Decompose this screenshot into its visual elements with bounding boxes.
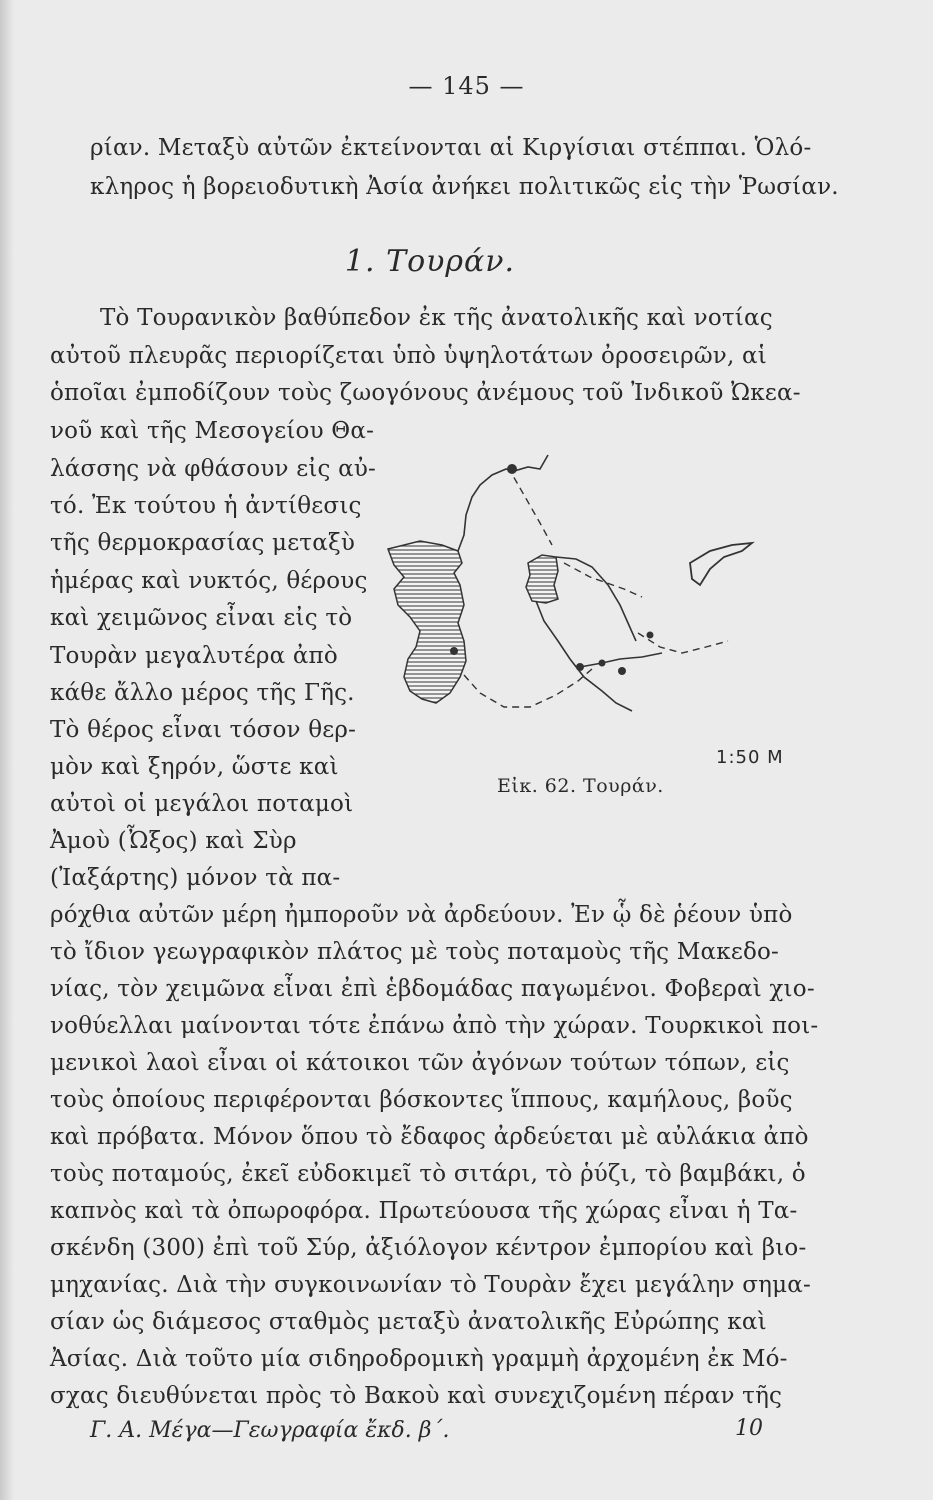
text-line: Ἀσίας. Διὰ τοῦτο μία σιδηροδρομικὴ γραμμὴ ἀρχομένη ἐκ Μό- bbox=[50, 1346, 788, 1372]
text-line: Τὸ θέρος εἶναι τόσον θερ- bbox=[50, 717, 357, 743]
text-line: τοὺς ποταμούς, ἐκεῖ εὐδοκιμεῖ τὸ σιτάρι, τὸ ῥύζι, τὸ βαμβάκι, ὁ bbox=[50, 1161, 806, 1187]
text-line: τοὺς ὁποίους περιφέρονται βόσκοντες ἵππους, καμήλους, βοῦς bbox=[50, 1087, 793, 1113]
text-line: σκένδη (300) ἐπὶ τοῦ Σύρ, ἀξιόλογον κέντρον ἐμπορίου καὶ βιο- bbox=[50, 1235, 807, 1261]
figure-caption: Εἰκ. 62. Τουράν. bbox=[497, 775, 664, 797]
text-line: ρίαν. Μεταξὺ αὐτῶν ἐκτείνονται αἱ Κιργίσιαι στέππαι. Ὁλό- bbox=[90, 135, 812, 161]
text-line: τό. Ἐκ τούτου ἡ ἀντίθεσις bbox=[50, 493, 362, 519]
map-scale-label: 1:50 M bbox=[716, 747, 784, 768]
text-line: μηχανίας. Διὰ τὴν συγκοινωνίαν τὸ Τουρὰν ἔχει μεγάλην σημα- bbox=[50, 1272, 811, 1298]
page-number: — 145 — bbox=[408, 72, 525, 100]
text-line: νίας, τὸν χειμῶνα εἶναι ἐπὶ ἑβδομάδας παγωμένοι. Φοβεραὶ χιο- bbox=[50, 976, 815, 1002]
text-line: Τὸ Τουρανικὸν βαθύπεδον ἐκ τῆς ἀνατολικῆς καὶ νοτίας bbox=[100, 305, 773, 331]
city-dot bbox=[576, 663, 584, 671]
footer-signature: Γ. Α. Μέγα—Γεωγραφία ἔκδ. β΄. bbox=[90, 1418, 450, 1443]
text-line: ἡμέρας καὶ νυκτός, θέρους bbox=[50, 568, 368, 594]
city-dot bbox=[450, 647, 458, 655]
text-line: μὸν καὶ ξηρόν, ὥστε καὶ bbox=[50, 754, 339, 780]
city-dot bbox=[647, 632, 654, 639]
text-line: αὐτοὶ οἱ μεγάλοι ποταμοὶ bbox=[50, 791, 354, 817]
city-dot bbox=[599, 660, 606, 667]
text-line: σίαν ὡς διάμεσος σταθμὸς μεταξὺ ἀνατολικῆς Εὐρώπης καὶ bbox=[50, 1309, 767, 1335]
railway-line bbox=[464, 467, 728, 707]
text-line: ὁποῖαι ἐμποδίζουν τοὺς ζωογόνους ἀνέμους τοῦ Ἰνδικοῦ Ὠκεα- bbox=[50, 380, 801, 406]
turan-map-figure bbox=[380, 445, 780, 775]
text-line: ρόχθια αὐτῶν μέρη ἠμποροῦν νὰ ἀρδεύουν. Ἐν ᾧ δὲ ῥέουν ὑπὸ bbox=[50, 902, 793, 928]
text-line: κληρος ἡ βορειοδυτικὴ Ἀσία ἀνήκει πολιτικῶς εἰς τὴν Ῥωσίαν. bbox=[90, 174, 839, 200]
text-line: νοῦ καὶ τῆς Μεσογείου Θα- bbox=[50, 418, 375, 444]
text-line: σχας διευθύνεται πρὸς τὸ Βακοὺ καὶ συνεχιζομένη πέραν τῆς bbox=[50, 1383, 783, 1409]
river-east bbox=[580, 653, 662, 667]
section-title: 1. Τουράν. bbox=[344, 244, 516, 279]
river-north bbox=[458, 455, 548, 551]
text-line: λάσσης νὰ φθάσουν εἰς αὐ- bbox=[50, 456, 377, 482]
text-line: τῆς θερμοκρασίας μεταξὺ bbox=[50, 530, 356, 556]
text-line: καὶ πρόβατα. Μόνον ὅπου τὸ ἔδαφος ἀρδεύεται μὲ αὐλάκια ἀπὸ bbox=[50, 1124, 809, 1150]
page-edge-shadow bbox=[0, 0, 14, 1500]
city-dot bbox=[618, 667, 626, 675]
text-line: νοθύελλαι μαίνονται τότε ἐπάνω ἀπὸ τὴν χώραν. Τουρκικοὶ ποι- bbox=[50, 1013, 819, 1039]
balkhash-lake-shape bbox=[690, 543, 752, 585]
text-line: κάθε ἄλλο μέρος τῆς Γῆς. bbox=[50, 680, 355, 706]
text-line: αὐτοῦ πλευρᾶς περιορίζεται ὑπὸ ὑψηλοτάτων ὀροσειρῶν, αἱ bbox=[50, 343, 767, 369]
text-line: τὸ ἴδιον γεωγραφικὸν πλάτος μὲ τοὺς ποταμοὺς τῆς Μακεδο- bbox=[50, 939, 780, 965]
caspian-sea-shape bbox=[388, 541, 466, 703]
river-amu-darya bbox=[536, 601, 632, 711]
text-line: καπνὸς καὶ τὰ ὀπωροφόρα. Πρωτεύουσα τῆς χώρας εἶναι ἡ Τα- bbox=[50, 1198, 798, 1224]
aral-sea-shape bbox=[526, 555, 558, 603]
footer-sheet-number: 10 bbox=[735, 1416, 763, 1441]
text-line: Ἀμοὺ (Ὦξος) καὶ Σὺρ bbox=[50, 828, 297, 854]
city-dot bbox=[507, 464, 517, 474]
text-line: μενικοὶ λαοὶ εἶναι οἱ κάτοικοι τῶν ἀγόνων τούτων τόπων, εἰς bbox=[50, 1050, 790, 1076]
text-line: καὶ χειμῶνος εἶναι εἰς τὸ bbox=[50, 605, 353, 631]
river-syr-darya bbox=[556, 557, 636, 641]
text-line: Τουρὰν μεγαλυτέρα ἀπὸ bbox=[50, 643, 338, 669]
text-line: (Ἰαξάρτης) μόνον τὰ πα- bbox=[50, 865, 341, 891]
